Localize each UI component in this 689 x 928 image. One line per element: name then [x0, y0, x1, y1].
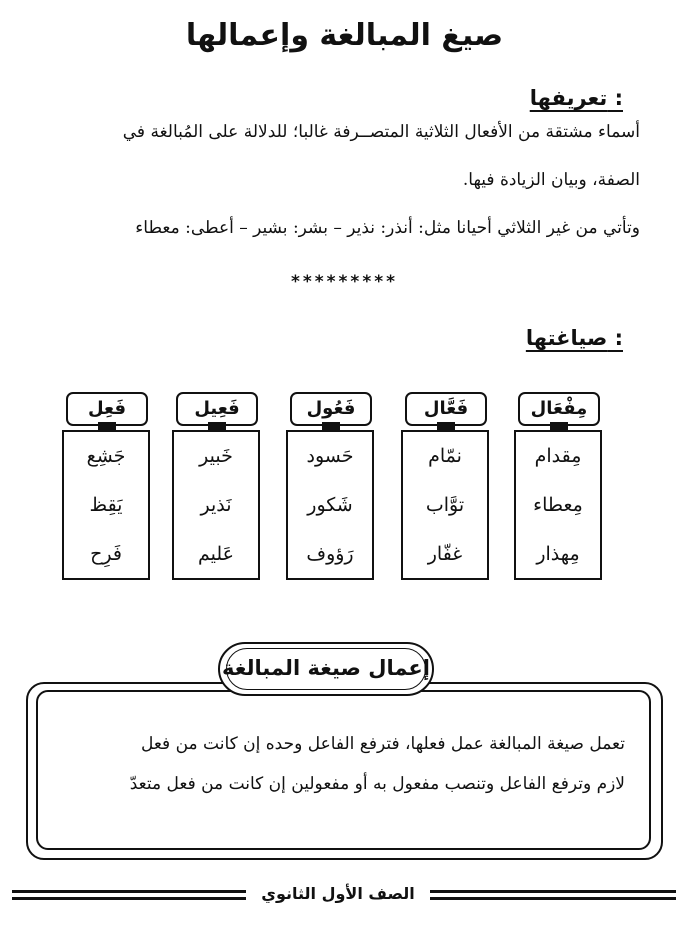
example-word: مِهذار — [536, 543, 580, 565]
form-label: فَعَّال — [405, 392, 487, 426]
badge-inner-border — [226, 648, 426, 690]
form-label: فَعِل — [66, 392, 148, 426]
examples-box — [286, 430, 374, 580]
definition-line-3: وتأتي من غير الثلاثي أحيانا مثل: أنذر: نذير – بشر: بشير – أعطى: معطاء — [135, 218, 640, 238]
footer-rule-right — [428, 890, 676, 893]
form-column-faeel — [172, 386, 260, 578]
example-word: غفّار — [427, 543, 463, 565]
forms-heading: صياغتها : — [525, 326, 623, 350]
definition-line-2: الصفة، وبيان الزيادة فيها. — [462, 170, 640, 190]
page-title: صيغ المبالغة وإعمالها — [185, 18, 504, 53]
definition-line-1: أسماء مشتقة من الأفعال الثلاثية المتصــرفة غالبا؛ للدلالة على المُبالغة في — [122, 122, 640, 142]
examples-box — [401, 430, 489, 580]
examples-box — [62, 430, 150, 580]
form-label: فَعُول — [290, 392, 372, 426]
connector — [437, 422, 455, 430]
example-word: عَليم — [197, 543, 234, 565]
star-separator: ********* — [290, 272, 398, 292]
footer-rule-right-2 — [428, 897, 676, 900]
example-word: نَذير — [200, 494, 232, 516]
definition-heading: تعريفها : — [529, 86, 623, 110]
footer-grade: الصف الأول الثانوي — [246, 884, 430, 903]
example-word: حَسود — [306, 445, 354, 467]
examples-box — [172, 430, 260, 580]
example-word: يَقِظ — [89, 494, 123, 516]
operation-text — [50, 724, 625, 804]
definition-paragraph — [38, 108, 640, 252]
form-column-fael — [62, 386, 150, 578]
example-word: خَبير — [199, 445, 233, 467]
connector — [322, 422, 340, 430]
footer-rule-left-2 — [12, 897, 248, 900]
form-column-faaal — [401, 386, 489, 578]
example-word: جَشِع — [86, 445, 126, 467]
operation-line-2: لازم وترفع الفاعل وتنصب مفعول به أو مفعولين إن كانت من فعل متعدّ — [129, 774, 625, 794]
form-column-mifaal — [514, 386, 602, 578]
form-label: فَعِيل — [176, 392, 258, 426]
operation-line-1: تعمل صيغة المبالغة عمل فعلها، فترفع الفاعل وحده إن كانت من فعل — [140, 734, 625, 754]
operation-badge: إعمال صيغة المبالغة — [218, 642, 434, 696]
form-column-faool — [286, 386, 374, 578]
examples-box — [514, 430, 602, 580]
form-label: مِفْعَال — [518, 392, 600, 426]
connector — [98, 422, 116, 430]
example-word: فَرِح — [90, 543, 122, 565]
example-word: شَكور — [307, 494, 353, 516]
connector — [550, 422, 568, 430]
example-word: مِقدام — [534, 445, 582, 467]
connector — [208, 422, 226, 430]
example-word: مِعطاء — [533, 494, 583, 516]
example-word: نمّام — [428, 445, 462, 467]
example-word: رَؤوف — [306, 543, 354, 565]
footer-rule-left — [12, 890, 248, 893]
example-word: توَّاب — [425, 494, 465, 516]
